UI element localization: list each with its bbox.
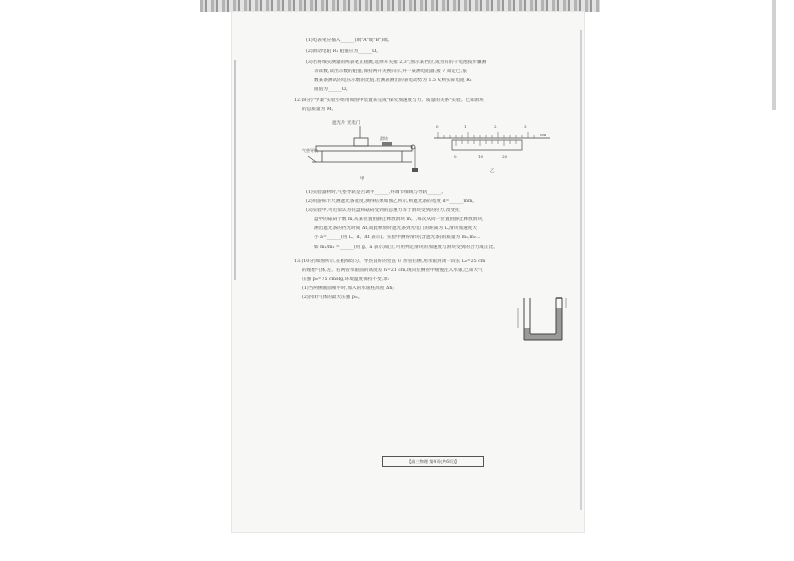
question-13-part-2: (2)封闭气体的最大压强 pₘ。 (302, 295, 363, 300)
scale-bottom-10: 10 (478, 154, 484, 159)
question-13-part-1: (1)当两侧液面相平时,加入的水银柱高度 Δh; (302, 286, 394, 291)
scale-bottom-20: 20 (502, 154, 508, 159)
question-11-part-3: (3)若将细实测量的两表笔正接跳,选择开关接 2,3",图示某挡位,成为有的干电池按步骤测 (306, 60, 487, 65)
question-11-part-3-answer: 阻值为______Ω。 (314, 87, 351, 92)
figure-b-caption: 乙 (490, 169, 495, 174)
question-12-part-2: (2)用游标卡尺测遮光条宽度,测得结果如图乙所示,则遮光条的宽度 d=______mm。 (306, 199, 477, 204)
question-12-part-3-cont3: 小 a=______(用 L、d、Δt 表示)。实验中测得滑块(含遮光条)的质量为 m₁,m₂... (314, 235, 481, 240)
figure-air-track (302, 116, 422, 186)
figure-a-right-label: 滑块 (380, 136, 388, 141)
question-11-part-3-cont: 等读数,读出示数的阻值,保持两开关换向示,并一某测电阻器,接 7 知定已,依 (314, 69, 467, 74)
question-12-part-3-cont4: 如 m₁/m₂ =______(用 g、a 表示)成立,可用判定滑块的加速度与滑块受到的合力成正比。 (314, 245, 498, 250)
figure-a-top-label: 遮光片 光电门 (332, 121, 361, 126)
question-12-part-1: (1)实验器材时,气垫导轨是否调平______,并调节细线与导轨______。 (306, 190, 447, 195)
question-13-stem-cont: 的理想气体,左、右两管水银面的高度差 h=21 cm,现向左侧管中缓慢注入水银,已知大气 (302, 268, 483, 273)
question-12-stem: 12.(8分)"学案"实验小组用如图甲装置来完成"探究加速度与力、质量的关系"实验。已知滑块 (294, 98, 484, 103)
question-12-part-3: (3)实验中,可近似认为托盘和砝码受到的总重力等于滑块受到的拉力,改变托 (306, 208, 460, 213)
question-12-part-3-cont2: 测出遮光条的挡光时间 Δt,而此释放时遮光条到光电门的距离为 L,滑块加速度大 (314, 226, 478, 231)
scan-top-border (200, 0, 600, 12)
figure-u-tube (516, 294, 570, 350)
scale-top-3: 3 (524, 124, 527, 129)
figure-vernier-scale (432, 120, 556, 178)
scan-right-shadow (772, 0, 776, 110)
figure-a-left-label: 气垫导轨 (302, 148, 318, 153)
question-13-stem-cont2: 压强 p₀=75 cmHg,环境温度保持不变,求: (302, 277, 390, 282)
exam-page (232, 12, 584, 532)
question-12-stem-cont: 的总质量为 M。 (302, 107, 337, 112)
scan-page-edge (580, 30, 582, 510)
scale-top-2: 2 (494, 124, 497, 129)
page-footer: 【高三物理 第4页(共6页)】 (382, 456, 484, 467)
scale-bottom-0: 0 (454, 154, 457, 159)
scale-top-1: 1 (464, 124, 467, 129)
question-11-part-1: (1)电表笔应插入______(填"A"或"B")端。 (306, 38, 393, 43)
page-left-edge (234, 60, 236, 280)
scale-top-unit: cm (540, 132, 547, 137)
question-11-part-3-cont2: 数某条测试的电压示数的比值,若测表测出的表电动势为 1.5 V,则实际电阻 R₁ (314, 78, 472, 83)
figure-a-caption: 甲 (360, 177, 365, 182)
question-13-stem: 13.(10分)如图所示,在粗细均匀、导热良好的竖直 U 形管右侧,用水银封闭一段长 L₀=25 cm (294, 259, 486, 264)
question-12-part-3-cont: 盘中的砝码个数 m,从某位置由静止释放滑块 m。,每次从同一位置由静止释放滑块, (314, 217, 484, 222)
scale-top-0: 0 (436, 124, 439, 129)
question-11-part-2: (2)滑动电阻 R₁ 阻值应为______Ω。 (306, 49, 381, 54)
